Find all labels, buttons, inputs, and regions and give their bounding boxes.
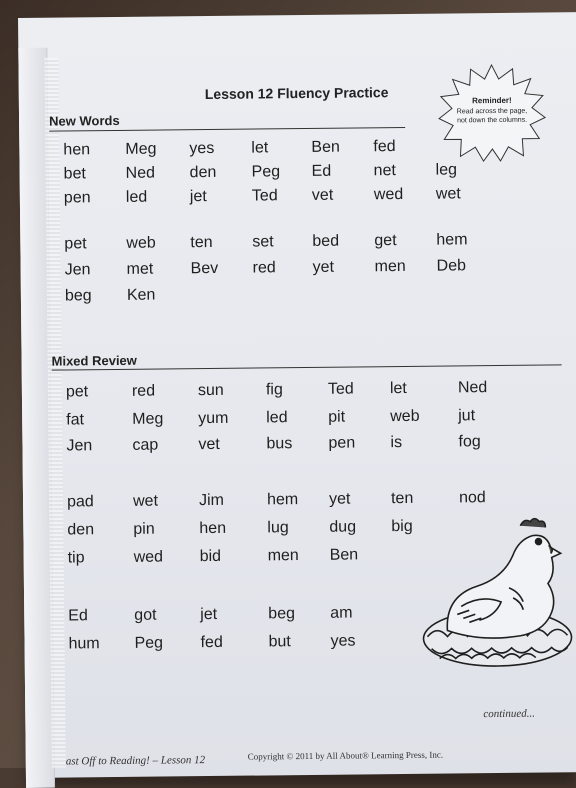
word: men: [267, 547, 299, 565]
word: Meg: [132, 410, 164, 428]
word: beg: [268, 605, 296, 623]
hen-on-nest-illustration: [416, 517, 576, 679]
word: yes: [330, 632, 356, 650]
word: Ned: [125, 164, 156, 182]
word: beg: [64, 287, 92, 305]
word: Jen: [66, 437, 93, 455]
word: yet: [328, 490, 351, 508]
word: dug: [329, 518, 357, 536]
word: yet: [312, 258, 335, 276]
word: ten: [390, 489, 414, 508]
word: Ted: [327, 380, 354, 398]
word: got: [134, 606, 157, 624]
word: fat: [66, 411, 85, 429]
word: men: [374, 257, 406, 276]
word: yes: [189, 139, 215, 158]
reminder-title: Reminder!: [472, 95, 512, 106]
word: pit: [328, 408, 346, 426]
word: web: [126, 234, 156, 252]
word: hum: [68, 635, 100, 653]
word: lug: [267, 519, 289, 537]
section-heading-new-words: New Words: [49, 112, 120, 129]
word: big: [391, 517, 413, 536]
word: hen: [199, 519, 227, 538]
word: set: [252, 233, 274, 251]
word: Ben: [329, 546, 359, 564]
word: pen: [328, 434, 356, 452]
word: pet: [64, 235, 87, 253]
word: leg: [435, 161, 458, 179]
word: pad: [66, 493, 94, 511]
footer-copyright: Copyright © 2011 by All About® Learning Press, Inc.: [247, 749, 444, 762]
section-heading-mixed-review: Mixed Review: [51, 352, 137, 369]
word: Peg: [251, 163, 281, 181]
word: wet: [132, 492, 159, 510]
word: tip: [67, 549, 85, 567]
word: hem: [436, 231, 468, 249]
word: met: [126, 260, 154, 278]
word: Ted: [251, 187, 278, 205]
word: Meg: [125, 140, 157, 158]
word: am: [330, 604, 353, 622]
word: fog: [458, 433, 481, 451]
word: hem: [266, 491, 299, 509]
word: Ed: [68, 607, 88, 625]
word: Jim: [198, 491, 225, 510]
word: but: [268, 633, 291, 651]
word: led: [125, 188, 148, 206]
word: Jen: [64, 261, 91, 279]
page-title: Lesson 12 Fluency Practice: [204, 84, 389, 103]
word: yum: [198, 409, 229, 428]
word: led: [266, 409, 288, 427]
word: den: [189, 163, 217, 182]
footer-book-title: ast Off to Reading! – Lesson 12: [65, 754, 206, 768]
word: pen: [63, 189, 91, 207]
reminder-line-1: Read across the page,: [456, 107, 528, 116]
word: Ben: [311, 138, 340, 156]
word: red: [131, 382, 156, 400]
reminder-line-2: not down the columns.: [457, 116, 528, 125]
word: Peg: [134, 634, 164, 652]
workbook-page: [18, 12, 576, 778]
word: fig: [265, 381, 283, 399]
word: let: [251, 139, 269, 157]
word: jet: [200, 605, 218, 624]
word: bus: [266, 435, 293, 453]
word: nod: [458, 489, 486, 507]
word: bet: [63, 165, 86, 183]
word: bed: [312, 232, 340, 250]
word: vet: [198, 435, 220, 454]
word: sun: [197, 381, 224, 400]
word: wed: [133, 548, 164, 566]
word: Ed: [311, 162, 332, 180]
word: Deb: [436, 257, 467, 275]
word: jet: [189, 188, 207, 206]
word: pin: [133, 520, 155, 538]
reminder-badge: [437, 62, 548, 163]
word: net: [373, 162, 396, 180]
word: is: [390, 434, 403, 452]
word: wet: [435, 185, 461, 203]
word: vet: [311, 186, 334, 204]
word: cap: [132, 436, 159, 454]
word: red: [252, 259, 276, 277]
word: Ken: [126, 286, 156, 304]
word: fed: [200, 633, 223, 652]
word: wed: [373, 185, 404, 204]
word: fed: [373, 138, 396, 156]
word: pet: [65, 383, 89, 401]
word: jut: [458, 407, 476, 425]
word: web: [390, 407, 420, 426]
word: get: [374, 232, 397, 250]
word: Bev: [190, 259, 219, 278]
reminder-body: [437, 106, 547, 125]
word: let: [389, 379, 407, 398]
word: bid: [199, 547, 222, 566]
word: hen: [63, 141, 91, 159]
continued-note: continued...: [483, 707, 536, 721]
word: den: [67, 521, 95, 539]
word: Ned: [457, 379, 488, 397]
word: ten: [190, 233, 213, 252]
